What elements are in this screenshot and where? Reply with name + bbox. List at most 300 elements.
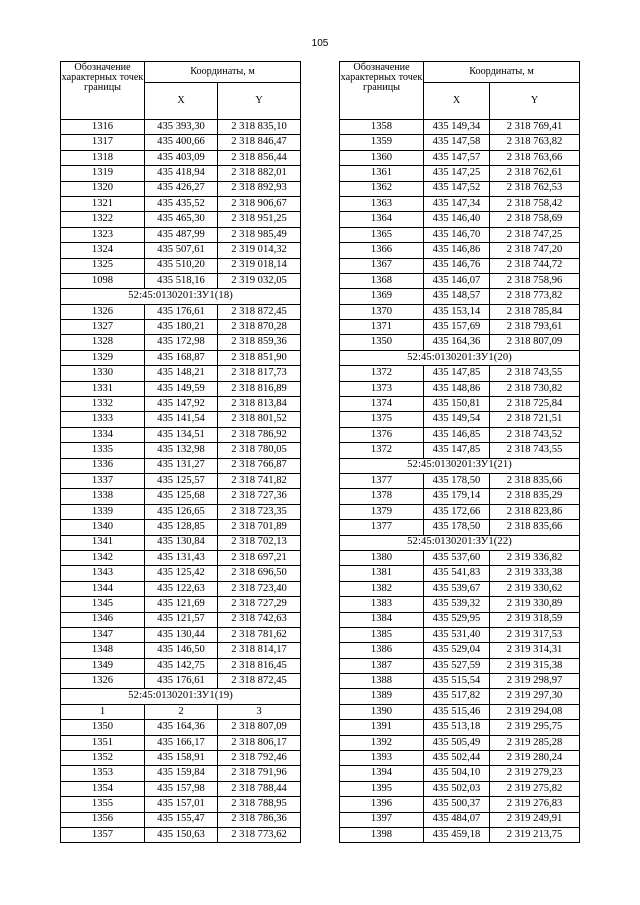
y-coordinate-cell: 2 318 762,61 xyxy=(490,166,580,181)
x-coordinate-cell: 435 126,65 xyxy=(145,504,218,519)
point-id-cell: 1334 xyxy=(61,427,145,442)
point-id-cell: 1364 xyxy=(340,212,424,227)
y-coordinate-cell: 2 318 743,55 xyxy=(490,366,580,381)
y-coordinate-cell: 2 318 882,01 xyxy=(218,166,301,181)
point-id-cell: 1357 xyxy=(61,827,145,842)
table-row xyxy=(61,658,301,673)
y-coordinate-cell: 2 318 723,35 xyxy=(218,504,301,519)
x-coordinate-cell: 435 148,21 xyxy=(145,366,218,381)
section-row xyxy=(340,458,580,473)
x-coordinate-cell: 435 150,63 xyxy=(145,827,218,842)
section-cadastral-number: 52:45:0130201:ЗУ1(21) xyxy=(340,458,580,473)
x-coordinate-cell: 435 515,54 xyxy=(424,674,490,689)
table-row xyxy=(61,520,301,535)
point-id-cell: 1098 xyxy=(61,273,145,288)
point-id-cell: 1333 xyxy=(61,412,145,427)
y-coordinate-cell: 2 318 742,63 xyxy=(218,612,301,627)
y-coordinate-cell: 2 318 872,45 xyxy=(218,304,301,319)
x-coordinate-cell: 435 146,85 xyxy=(424,427,490,442)
table-row xyxy=(61,350,301,365)
y-coordinate-cell: 2 318 786,92 xyxy=(218,427,301,442)
x-coordinate-cell: 435 153,14 xyxy=(424,304,490,319)
point-id-cell: 1330 xyxy=(61,366,145,381)
point-id-cell: 1326 xyxy=(61,304,145,319)
point-id-cell: 1395 xyxy=(340,781,424,796)
x-coordinate-cell: 435 131,43 xyxy=(145,550,218,565)
y-coordinate-cell: 2 318 786,36 xyxy=(218,812,301,827)
table-row xyxy=(61,751,301,766)
point-id-cell: 1368 xyxy=(340,273,424,288)
table-row xyxy=(61,320,301,335)
point-id-cell: 1319 xyxy=(61,166,145,181)
table-row xyxy=(340,674,580,689)
x-coordinate-cell: 435 149,34 xyxy=(424,120,490,135)
x-coordinate-cell: 435 426,27 xyxy=(145,181,218,196)
table-row xyxy=(340,812,580,827)
x-coordinate-cell: 435 159,84 xyxy=(145,766,218,781)
y-coordinate-cell: 2 319 249,91 xyxy=(490,812,580,827)
x-coordinate-cell: 435 403,09 xyxy=(145,150,218,165)
x-coordinate-cell: 435 146,76 xyxy=(424,258,490,273)
point-id-cell: 1370 xyxy=(340,304,424,319)
point-id-cell: 1358 xyxy=(340,120,424,135)
table-row xyxy=(61,150,301,165)
table-row xyxy=(340,489,580,504)
y-coordinate-cell: 2 319 336,82 xyxy=(490,550,580,565)
section-row xyxy=(340,535,580,550)
table-row xyxy=(340,766,580,781)
point-id-cell: 1348 xyxy=(61,643,145,658)
table-row xyxy=(340,612,580,627)
point-id-cell: 1369 xyxy=(340,289,424,304)
y-coordinate-cell: 2 318 766,87 xyxy=(218,458,301,473)
table-row xyxy=(340,427,580,442)
table-row xyxy=(61,566,301,581)
table-row xyxy=(340,550,580,565)
point-id-cell: 1340 xyxy=(61,520,145,535)
point-id-cell: 1392 xyxy=(340,735,424,750)
table-body-right xyxy=(340,120,580,843)
point-id-cell: 1378 xyxy=(340,489,424,504)
table-row xyxy=(61,381,301,396)
table-row xyxy=(61,181,301,196)
x-coordinate-cell: 435 122,63 xyxy=(145,581,218,596)
y-coordinate-cell: 3 xyxy=(218,704,301,719)
y-coordinate-cell: 2 318 727,29 xyxy=(218,597,301,612)
section-row xyxy=(61,689,301,704)
point-id-cell: 1373 xyxy=(340,381,424,396)
x-coordinate-cell: 435 130,44 xyxy=(145,627,218,642)
x-coordinate-cell: 435 130,84 xyxy=(145,535,218,550)
point-id-cell: 1349 xyxy=(61,658,145,673)
coordinates-table-left xyxy=(60,61,301,843)
table-row xyxy=(61,704,301,719)
point-id-cell: 1366 xyxy=(340,243,424,258)
table-row xyxy=(340,366,580,381)
y-coordinate-cell: 2 318 730,82 xyxy=(490,381,580,396)
y-coordinate-cell: 2 319 314,31 xyxy=(490,643,580,658)
table-row xyxy=(61,243,301,258)
y-coordinate-cell: 2 319 318,59 xyxy=(490,612,580,627)
point-id-cell: 1326 xyxy=(61,674,145,689)
table-body-left xyxy=(61,120,301,843)
x-coordinate-cell: 435 435,52 xyxy=(145,196,218,211)
x-coordinate-cell: 435 157,98 xyxy=(145,781,218,796)
table-row xyxy=(61,720,301,735)
x-coordinate-cell: 435 527,59 xyxy=(424,658,490,673)
y-coordinate-cell: 2 319 330,89 xyxy=(490,597,580,612)
x-coordinate-cell: 435 507,61 xyxy=(145,243,218,258)
table-row xyxy=(61,258,301,273)
y-coordinate-cell: 2 318 758,69 xyxy=(490,212,580,227)
x-coordinate-cell: 435 176,61 xyxy=(145,304,218,319)
x-coordinate-cell: 435 393,30 xyxy=(145,120,218,135)
point-id-cell: 1386 xyxy=(340,643,424,658)
table-row xyxy=(61,581,301,596)
table-row xyxy=(340,797,580,812)
point-id-cell: 1335 xyxy=(61,443,145,458)
table-row xyxy=(340,827,580,842)
x-coordinate-cell: 435 400,66 xyxy=(145,135,218,150)
y-coordinate-cell: 2 318 807,09 xyxy=(218,720,301,735)
x-coordinate-cell: 435 148,86 xyxy=(424,381,490,396)
y-coordinate-cell: 2 318 792,46 xyxy=(218,751,301,766)
table-row xyxy=(61,550,301,565)
x-coordinate-cell: 435 178,50 xyxy=(424,520,490,535)
table-row xyxy=(340,150,580,165)
table-row xyxy=(340,212,580,227)
x-coordinate-cell: 435 518,16 xyxy=(145,273,218,288)
point-id-cell: 1382 xyxy=(340,581,424,596)
table-row xyxy=(61,304,301,319)
point-id-cell: 1350 xyxy=(340,335,424,350)
page-number: 105 xyxy=(311,38,329,49)
y-coordinate-cell: 2 318 727,36 xyxy=(218,489,301,504)
point-id-cell: 1387 xyxy=(340,658,424,673)
y-coordinate-cell: 2 318 791,96 xyxy=(218,766,301,781)
y-coordinate-cell: 2 318 835,10 xyxy=(218,120,301,135)
point-id-cell: 1352 xyxy=(61,751,145,766)
point-id-cell: 1 xyxy=(61,704,145,719)
table-row xyxy=(61,120,301,135)
x-coordinate-cell: 435 132,98 xyxy=(145,443,218,458)
y-coordinate-cell: 2 318 785,84 xyxy=(490,304,580,319)
x-coordinate-cell: 2 xyxy=(145,704,218,719)
x-coordinate-cell: 435 180,21 xyxy=(145,320,218,335)
point-id-cell: 1367 xyxy=(340,258,424,273)
x-coordinate-cell: 435 150,81 xyxy=(424,397,490,412)
y-coordinate-cell: 2 319 285,28 xyxy=(490,735,580,750)
y-coordinate-cell: 2 318 856,44 xyxy=(218,150,301,165)
point-id-cell: 1353 xyxy=(61,766,145,781)
y-coordinate-cell: 2 318 762,53 xyxy=(490,181,580,196)
y-coordinate-cell: 2 319 018,14 xyxy=(218,258,301,273)
y-coordinate-cell: 2 318 813,84 xyxy=(218,397,301,412)
x-coordinate-cell: 435 146,70 xyxy=(424,227,490,242)
y-coordinate-cell: 2 318 747,20 xyxy=(490,243,580,258)
x-coordinate-cell: 435 500,37 xyxy=(424,797,490,812)
table-row xyxy=(61,473,301,488)
table-row xyxy=(61,412,301,427)
x-coordinate-cell: 435 529,95 xyxy=(424,612,490,627)
y-coordinate-cell: 2 318 744,72 xyxy=(490,258,580,273)
x-coordinate-cell: 435 146,07 xyxy=(424,273,490,288)
y-coordinate-cell: 2 318 723,40 xyxy=(218,581,301,596)
x-coordinate-cell: 435 484,07 xyxy=(424,812,490,827)
point-id-cell: 1343 xyxy=(61,566,145,581)
table-row xyxy=(61,827,301,842)
point-id-cell: 1347 xyxy=(61,627,145,642)
y-coordinate-cell: 2 319 014,32 xyxy=(218,243,301,258)
y-coordinate-cell: 2 318 743,55 xyxy=(490,443,580,458)
x-coordinate-cell: 435 147,92 xyxy=(145,397,218,412)
y-coordinate-cell: 2 318 851,90 xyxy=(218,350,301,365)
x-coordinate-cell: 435 147,25 xyxy=(424,166,490,181)
y-coordinate-cell: 2 318 758,96 xyxy=(490,273,580,288)
table-row xyxy=(340,243,580,258)
x-coordinate-cell: 435 121,57 xyxy=(145,612,218,627)
table-row xyxy=(61,597,301,612)
y-coordinate-cell: 2 319 276,83 xyxy=(490,797,580,812)
table-row xyxy=(340,135,580,150)
point-id-cell: 1381 xyxy=(340,566,424,581)
y-coordinate-cell: 2 319 295,75 xyxy=(490,720,580,735)
y-coordinate-cell: 2 318 859,36 xyxy=(218,335,301,350)
y-coordinate-cell: 2 319 330,62 xyxy=(490,581,580,596)
x-coordinate-cell: 435 541,83 xyxy=(424,566,490,581)
header-designation: Обозначение характерных точек границы xyxy=(61,62,145,120)
table-row xyxy=(340,504,580,519)
point-id-cell: 1360 xyxy=(340,150,424,165)
point-id-cell: 1362 xyxy=(340,181,424,196)
table-row xyxy=(340,520,580,535)
section-cadastral-number: 52:45:0130201:ЗУ1(22) xyxy=(340,535,580,550)
point-id-cell: 1361 xyxy=(340,166,424,181)
table-row xyxy=(340,196,580,211)
y-coordinate-cell: 2 319 317,53 xyxy=(490,627,580,642)
table-row xyxy=(61,212,301,227)
section-row xyxy=(61,289,301,304)
point-id-cell: 1372 xyxy=(340,443,424,458)
x-coordinate-cell: 435 131,27 xyxy=(145,458,218,473)
point-id-cell: 1398 xyxy=(340,827,424,842)
x-coordinate-cell: 435 149,54 xyxy=(424,412,490,427)
point-id-cell: 1354 xyxy=(61,781,145,796)
y-coordinate-cell: 2 319 315,38 xyxy=(490,658,580,673)
point-id-cell: 1350 xyxy=(61,720,145,735)
table-row xyxy=(340,320,580,335)
point-id-cell: 1351 xyxy=(61,735,145,750)
point-id-cell: 1391 xyxy=(340,720,424,735)
x-coordinate-cell: 435 179,14 xyxy=(424,489,490,504)
point-id-cell: 1396 xyxy=(340,797,424,812)
point-id-cell: 1338 xyxy=(61,489,145,504)
point-id-cell: 1356 xyxy=(61,812,145,827)
table-row xyxy=(61,196,301,211)
x-coordinate-cell: 435 515,46 xyxy=(424,704,490,719)
x-coordinate-cell: 435 134,51 xyxy=(145,427,218,442)
point-id-cell: 1372 xyxy=(340,366,424,381)
section-cadastral-number: 52:45:0130201:ЗУ1(20) xyxy=(340,350,580,365)
table-row xyxy=(340,781,580,796)
point-id-cell: 1390 xyxy=(340,704,424,719)
x-coordinate-cell: 435 146,40 xyxy=(424,212,490,227)
y-coordinate-cell: 2 319 297,30 xyxy=(490,689,580,704)
y-coordinate-cell: 2 319 213,75 xyxy=(490,827,580,842)
x-coordinate-cell: 435 502,03 xyxy=(424,781,490,796)
y-coordinate-cell: 2 318 846,47 xyxy=(218,135,301,150)
table-row xyxy=(340,412,580,427)
x-coordinate-cell: 435 157,69 xyxy=(424,320,490,335)
y-coordinate-cell: 2 319 294,08 xyxy=(490,704,580,719)
point-id-cell: 1323 xyxy=(61,227,145,242)
table-row xyxy=(61,273,301,288)
y-coordinate-cell: 2 318 780,05 xyxy=(218,443,301,458)
table-row xyxy=(340,289,580,304)
point-id-cell: 1363 xyxy=(340,196,424,211)
point-id-cell: 1388 xyxy=(340,674,424,689)
table-row xyxy=(61,504,301,519)
x-coordinate-cell: 435 121,69 xyxy=(145,597,218,612)
y-coordinate-cell: 2 319 333,38 xyxy=(490,566,580,581)
point-id-cell: 1397 xyxy=(340,812,424,827)
header-x: X xyxy=(424,83,490,120)
x-coordinate-cell: 435 517,82 xyxy=(424,689,490,704)
x-coordinate-cell: 435 147,85 xyxy=(424,443,490,458)
x-coordinate-cell: 435 147,52 xyxy=(424,181,490,196)
table-row xyxy=(61,735,301,750)
y-coordinate-cell: 2 319 298,97 xyxy=(490,674,580,689)
header-y: Y xyxy=(218,83,301,120)
x-coordinate-cell: 435 504,10 xyxy=(424,766,490,781)
x-coordinate-cell: 435 529,04 xyxy=(424,643,490,658)
y-coordinate-cell: 2 318 788,44 xyxy=(218,781,301,796)
x-coordinate-cell: 435 502,44 xyxy=(424,751,490,766)
x-coordinate-cell: 435 176,61 xyxy=(145,674,218,689)
table-row xyxy=(61,643,301,658)
point-id-cell: 1344 xyxy=(61,581,145,596)
table-row xyxy=(61,797,301,812)
header-y: Y xyxy=(490,83,580,120)
point-id-cell: 1371 xyxy=(340,320,424,335)
x-coordinate-cell: 435 465,30 xyxy=(145,212,218,227)
x-coordinate-cell: 435 168,87 xyxy=(145,350,218,365)
table-row xyxy=(340,473,580,488)
y-coordinate-cell: 2 318 817,73 xyxy=(218,366,301,381)
y-coordinate-cell: 2 318 870,28 xyxy=(218,320,301,335)
y-coordinate-cell: 2 318 951,25 xyxy=(218,212,301,227)
y-coordinate-cell: 2 318 769,41 xyxy=(490,120,580,135)
table-row xyxy=(340,720,580,735)
table-row xyxy=(61,443,301,458)
point-id-cell: 1322 xyxy=(61,212,145,227)
y-coordinate-cell: 2 318 806,17 xyxy=(218,735,301,750)
y-coordinate-cell: 2 318 872,45 xyxy=(218,674,301,689)
table-row xyxy=(340,304,580,319)
table-row xyxy=(61,366,301,381)
x-coordinate-cell: 435 147,57 xyxy=(424,150,490,165)
y-coordinate-cell: 2 318 835,66 xyxy=(490,473,580,488)
coordinates-table-right xyxy=(339,61,580,843)
y-coordinate-cell: 2 319 279,23 xyxy=(490,766,580,781)
point-id-cell: 1316 xyxy=(61,120,145,135)
table-row xyxy=(61,227,301,242)
point-id-cell: 1346 xyxy=(61,612,145,627)
point-id-cell: 1394 xyxy=(340,766,424,781)
table-row xyxy=(61,812,301,827)
y-coordinate-cell: 2 318 773,82 xyxy=(490,289,580,304)
point-id-cell: 1318 xyxy=(61,150,145,165)
point-id-cell: 1341 xyxy=(61,535,145,550)
point-id-cell: 1321 xyxy=(61,196,145,211)
table-row xyxy=(61,535,301,550)
table-row xyxy=(340,227,580,242)
y-coordinate-cell: 2 318 793,61 xyxy=(490,320,580,335)
y-coordinate-cell: 2 318 781,62 xyxy=(218,627,301,642)
header-coordinates: Координаты, м xyxy=(424,62,580,83)
y-coordinate-cell: 2 318 696,50 xyxy=(218,566,301,581)
table-row xyxy=(61,612,301,627)
x-coordinate-cell: 435 487,99 xyxy=(145,227,218,242)
x-coordinate-cell: 435 531,40 xyxy=(424,627,490,642)
table-row xyxy=(340,381,580,396)
x-coordinate-cell: 435 164,36 xyxy=(424,335,490,350)
table-row xyxy=(340,689,580,704)
x-coordinate-cell: 435 147,58 xyxy=(424,135,490,150)
x-coordinate-cell: 435 128,85 xyxy=(145,520,218,535)
point-id-cell: 1345 xyxy=(61,597,145,612)
x-coordinate-cell: 435 418,94 xyxy=(145,166,218,181)
x-coordinate-cell: 435 155,47 xyxy=(145,812,218,827)
table-row xyxy=(61,335,301,350)
table-row xyxy=(340,581,580,596)
y-coordinate-cell: 2 318 906,67 xyxy=(218,196,301,211)
table-row xyxy=(61,166,301,181)
y-coordinate-cell: 2 318 758,42 xyxy=(490,196,580,211)
y-coordinate-cell: 2 318 743,52 xyxy=(490,427,580,442)
x-coordinate-cell: 435 147,34 xyxy=(424,196,490,211)
x-coordinate-cell: 435 142,75 xyxy=(145,658,218,673)
y-coordinate-cell: 2 318 801,52 xyxy=(218,412,301,427)
table-row xyxy=(61,489,301,504)
point-id-cell: 1328 xyxy=(61,335,145,350)
x-coordinate-cell: 435 148,57 xyxy=(424,289,490,304)
x-coordinate-cell: 435 539,32 xyxy=(424,597,490,612)
point-id-cell: 1377 xyxy=(340,520,424,535)
point-id-cell: 1377 xyxy=(340,473,424,488)
point-id-cell: 1383 xyxy=(340,597,424,612)
x-coordinate-cell: 435 158,91 xyxy=(145,751,218,766)
table-row xyxy=(61,781,301,796)
table-row xyxy=(340,273,580,288)
point-id-cell: 1375 xyxy=(340,412,424,427)
point-id-cell: 1320 xyxy=(61,181,145,196)
section-cadastral-number: 52:45:0130201:ЗУ1(18) xyxy=(61,289,301,304)
y-coordinate-cell: 2 318 816,45 xyxy=(218,658,301,673)
y-coordinate-cell: 2 318 816,89 xyxy=(218,381,301,396)
section-cadastral-number: 52:45:0130201:ЗУ1(19) xyxy=(61,689,301,704)
point-id-cell: 1332 xyxy=(61,397,145,412)
point-id-cell: 1336 xyxy=(61,458,145,473)
table-row xyxy=(340,166,580,181)
table-row xyxy=(61,627,301,642)
y-coordinate-cell: 2 318 773,62 xyxy=(218,827,301,842)
y-coordinate-cell: 2 318 788,95 xyxy=(218,797,301,812)
y-coordinate-cell: 2 318 697,21 xyxy=(218,550,301,565)
section-row xyxy=(340,350,580,365)
table-row xyxy=(340,397,580,412)
x-coordinate-cell: 435 166,17 xyxy=(145,735,218,750)
